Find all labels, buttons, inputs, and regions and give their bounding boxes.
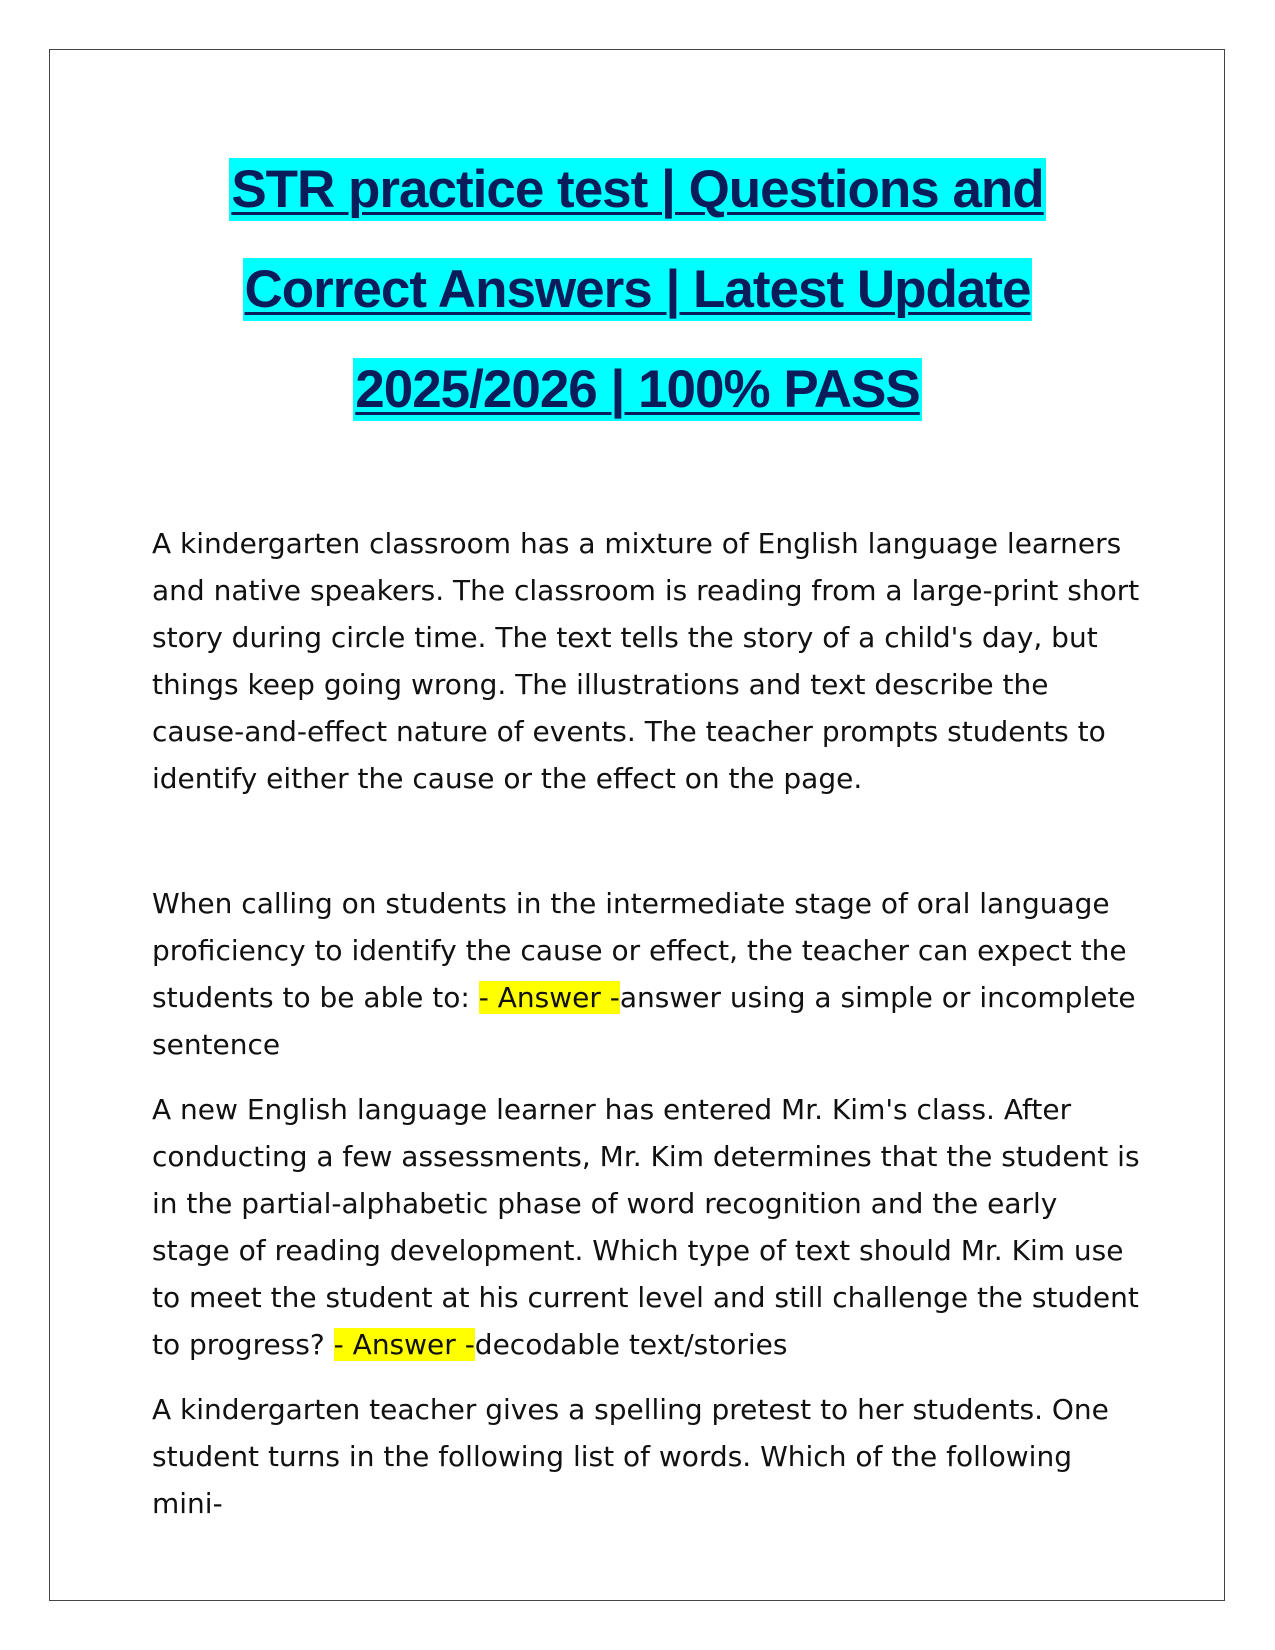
question-2-text: A new English language learner has entered Mr. Kim's class. After conducting a few assessments, Mr. Kim determines that the student is in the partial-alphabetic phase of word recognition and the early stage of reading development. Which type of text should Mr. Kim use to meet the student at his current level and still challenge the student to progress?: [152, 1093, 1140, 1361]
intro-paragraph: A kindergarten classroom has a mixture of English language learners and native speakers. The classroom is reading from a large-print short story during circle time. The text tells the story of a child's day, but things keep going wrong. The illustrations and text describe the cause-and-effect nature of events. The teacher prompts students to identify either the cause or the effect on the page.: [152, 527, 1140, 795]
answer-1-text: answer using a simple or incomplete sentence: [152, 981, 1136, 1061]
document-title: [120, 140, 1155, 440]
question-1-text: When calling on students in the intermediate stage of oral language proficiency to identify the cause or effect, the teacher can expect the students to be able to:: [152, 887, 1127, 1014]
title-line-1: STR practice test | Questions and: [231, 160, 1044, 219]
answer-marker-2: - Answer -: [333, 1328, 475, 1361]
title-line-3: 2025/2026 | 100% PASS: [355, 360, 920, 419]
document-body: [152, 520, 1142, 1545]
question-1: [152, 880, 1142, 1068]
title-line-2: Correct Answers | Latest Update: [244, 260, 1031, 319]
question-2: [152, 1086, 1142, 1368]
answer-2-text: decodable text/stories: [474, 1328, 788, 1361]
answer-marker-1: - Answer -: [478, 981, 620, 1014]
question-3: [152, 1386, 1142, 1527]
question-3-text: A kindergarten teacher gives a spelling pretest to her students. One student turns in the following list of words. Which of the following mini-: [152, 1393, 1109, 1520]
